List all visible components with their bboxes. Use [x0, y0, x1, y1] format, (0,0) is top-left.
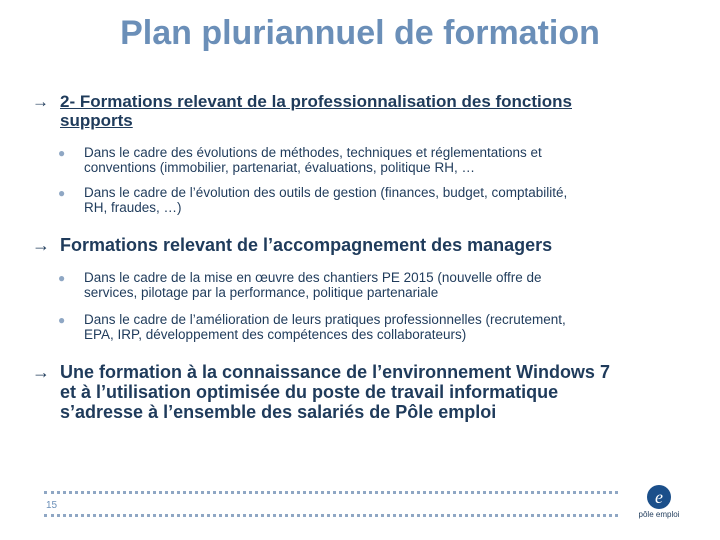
footer-divider-top	[44, 491, 618, 494]
arrow-icon: →	[32, 92, 49, 111]
bullet-text-line1: Dans le cadre de l’amélioration de leurs pratiques professionnelles (recrutement,	[84, 312, 566, 327]
section-managers	[32, 235, 692, 255]
bullet-text-line1: Dans le cadre de l’évolution des outils de gestion (finances, budget, comptabilité,	[84, 185, 568, 200]
arrow-icon: →	[32, 362, 50, 382]
bullet-text-line2: RH, fraudes, …)	[84, 200, 182, 215]
logo-text: pôle emploi	[638, 510, 680, 519]
bullet-item	[58, 145, 678, 175]
section-heading-continued: supports	[60, 111, 133, 130]
bullet-text-line2: EPA, IRP, développement des compétences des collaborateurs)	[84, 327, 467, 342]
bullet-text-line1: Dans le cadre des évolutions de méthodes, techniques et réglementations et	[84, 145, 542, 160]
section-heading-continued: et à l’utilisation optimisée du poste de travail informatique	[60, 382, 559, 402]
bullet-dot-icon: ●	[58, 313, 66, 327]
bullet-text-line2: conventions (immobilier, partenariat, évaluations, politique RH, …	[84, 160, 475, 175]
bullet-dot-icon: ●	[58, 186, 66, 200]
section-heading-continued: s’adresse à l’ensemble des salariés de Pôle emploi	[60, 402, 497, 422]
bullet-text-line2: services, pilotage par la performance, politique partenariale	[84, 285, 439, 300]
section-professionnalisation	[32, 92, 692, 130]
slide-title: Plan pluriannuel de formation	[120, 14, 600, 52]
logo-letter: e	[655, 487, 663, 507]
section-heading: Formations relevant de l’accompagnement des managers	[60, 235, 553, 255]
bullet-dot-icon: ●	[58, 271, 66, 285]
bullet-dot-icon: ●	[58, 146, 66, 160]
arrow-icon: →	[32, 235, 50, 255]
bullet-item	[58, 270, 678, 300]
section-heading: Une formation à la connaissance de l’environnement Windows 7	[60, 362, 610, 382]
bullet-item	[58, 185, 678, 215]
bullet-text-line1: Dans le cadre de la mise en œuvre des chantiers PE 2015 (nouvelle offre de	[84, 270, 542, 285]
bullet-item	[58, 312, 678, 342]
page-number: 15	[46, 500, 58, 511]
section-windows7	[32, 362, 692, 422]
footer-divider-bottom	[44, 514, 618, 517]
section-heading: 2- Formations relevant de la professionnalisation des fonctions	[60, 92, 572, 111]
